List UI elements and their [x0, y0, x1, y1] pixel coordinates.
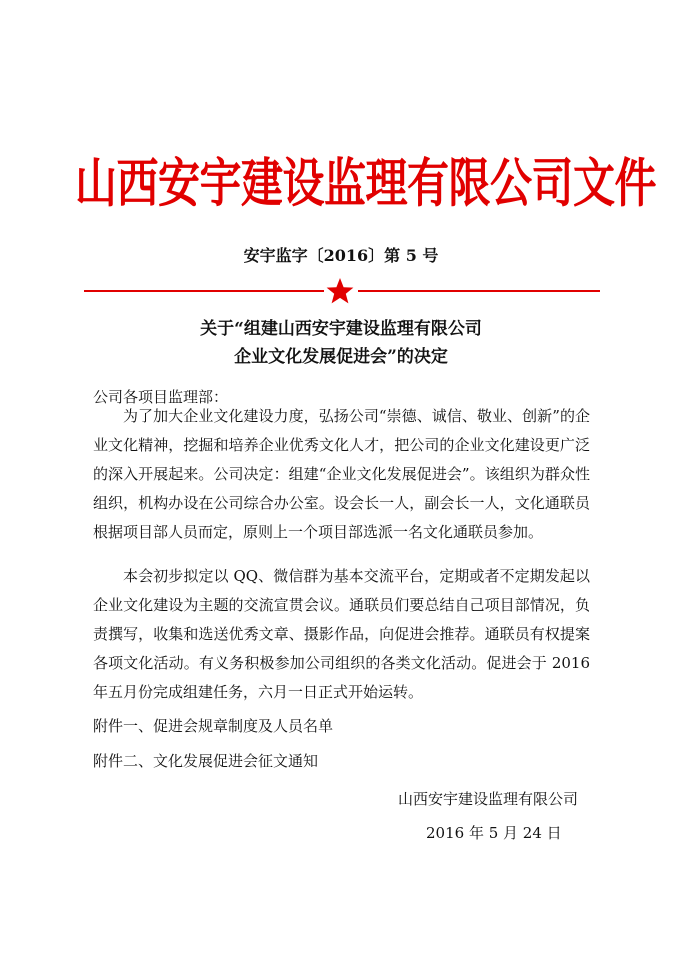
- decision-title-line-1: 关于“组建山西安宇建设监理有限公司: [200, 319, 482, 339]
- issue-date: 2016 年 5 月 24 日: [426, 824, 562, 842]
- red-star-icon: [325, 276, 355, 306]
- body-paragraph-2: 本会初步拟定以 QQ、微信群为基本交流平台，定期或者不定期发起以企业文化建设为主题的交流宣贯会议。通联员们要总结自己项目部情况，负责撰写，收集和选送优秀文章、摄影作品，向促进会推荐。通联员有权提案各项文化活动。有义务积极参加公司组织的各类文化活动。促进会于 2016 年五月份完成组建任务，六月一日正式开始运转。: [93, 567, 590, 701]
- issuer-signature: 山西安宇建设监理有限公司: [398, 790, 579, 808]
- salutation: 公司各项目监理部：: [93, 388, 229, 406]
- red-divider-right: [358, 290, 600, 292]
- attachment-item-1: 附件一、促进会规章制度及人员名单: [93, 717, 334, 735]
- red-divider-left: [84, 290, 324, 292]
- body-paragraph-1: 为了加大企业文化建设力度，弘扬公司“崇德、诚信、敬业、创新”的企业文化精神，挖掘和培养企业优秀文化人才，把公司的企业文化建设更广泛的深入开展起来。公司决定：组建“企业文化发展促进会”。该组织为群众性组织，机构办设在公司综合办公室。设会长一人，副会长一人，文化通联员根据项目部人员而定，原则上一个项目部选派一名文化通联员参加。: [93, 407, 590, 541]
- document-number: 安宇监字〔2016〕第 5 号: [243, 246, 439, 265]
- decision-title-line-2: 企业文化发展促进会”的决定: [234, 347, 448, 367]
- letterhead-title: 山西安宇建设监理有限公司文件: [75, 152, 657, 214]
- attachment-item-2: 附件二、文化发展促进会征文通知: [93, 752, 319, 770]
